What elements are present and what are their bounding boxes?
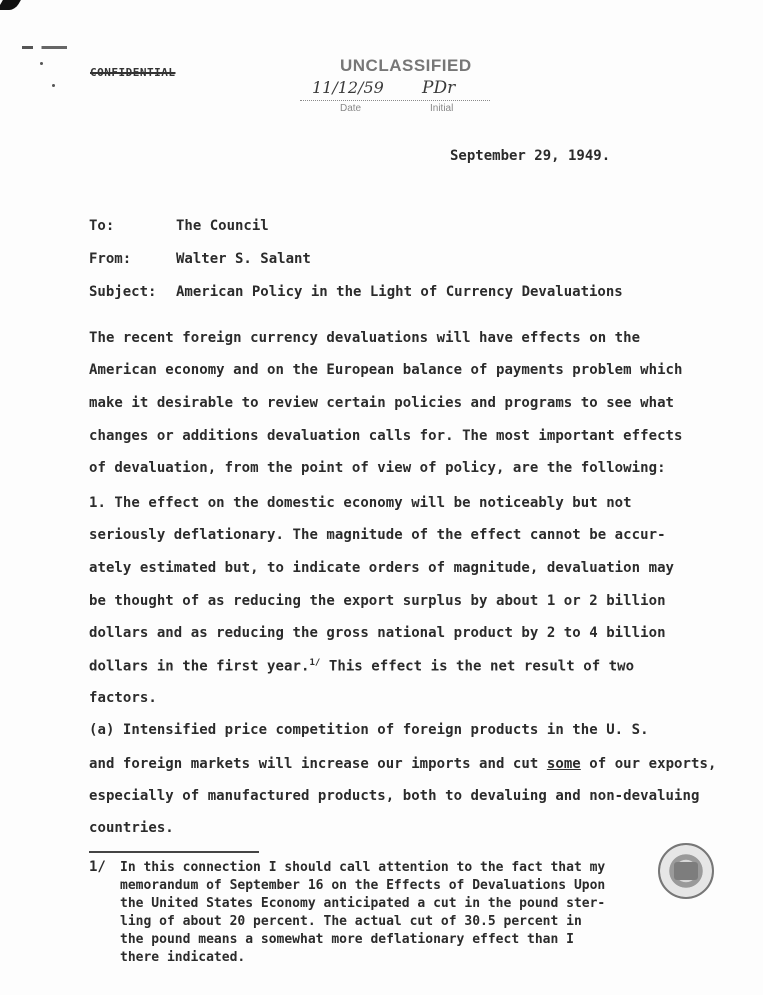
body-line: factors.: [89, 690, 157, 706]
memo-to-label: To:: [89, 218, 115, 234]
body-line: be thought of as reducing the export surplus by about 1 or 2 billion: [89, 593, 666, 609]
stamp-divider: [300, 100, 490, 101]
body-line: especially of manufactured products, both to devaluing and non-devaluing: [89, 788, 700, 804]
stamp-initial-label: Initial: [430, 103, 454, 114]
body-line: ately estimated but, to indicate orders of magnitude, devaluation may: [89, 560, 675, 576]
stamp-title: UNCLASSIFIED: [340, 56, 472, 75]
stamp-initial-handwritten: PDr: [422, 78, 456, 98]
body-text: and foreign markets will increase our imports and cut: [89, 756, 547, 772]
archive-seal-icon: [658, 843, 714, 899]
memo-from-value: Walter S. Salant: [176, 251, 311, 267]
body-line: changes or additions devaluation calls for. The most important effects: [89, 428, 683, 444]
body-line: dollars and as reducing the gross national product by 2 to 4 billion: [89, 625, 666, 641]
body-text: This effect is the net result of two: [320, 658, 635, 675]
body-line: American economy and on the European balance of payments problem which: [89, 362, 683, 378]
body-line: 1. The effect on the domestic economy will be noticeably but not: [89, 495, 632, 511]
scan-artifact: [22, 46, 78, 49]
stamp-date-handwritten: 11/12/59: [312, 78, 384, 97]
memo-subject-row: [89, 284, 623, 300]
memo-to-row: [89, 218, 269, 234]
body-line: The recent foreign currency devaluations will have effects on the: [89, 330, 641, 346]
memo-date: September 29, 1949.: [450, 148, 611, 164]
scan-artifact: [40, 62, 43, 65]
body-line: of devaluation, from the point of view of policy, are the following:: [89, 460, 666, 476]
memo-from-row: [89, 251, 311, 267]
footnote-line: the United States Economy anticipated a cut in the pound ster-: [120, 896, 606, 911]
underlined-word: some: [546, 756, 581, 772]
footnote-number: 1/: [89, 859, 106, 875]
body-line-with-footnote-ref: [89, 658, 634, 675]
scan-artifact: [0, 0, 21, 10]
body-line: make it desirable to review certain policies and programs to see what: [89, 395, 675, 411]
footnote-line: the pound means a somewhat more deflationary effect than I: [120, 932, 574, 947]
footnote-divider: [89, 851, 259, 853]
declassification-stamp: [300, 56, 490, 120]
body-line: seriously deflationary. The magnitude of the effect cannot be accur-: [89, 527, 666, 543]
footnote-line: In this connection I should call attention to the fact that my: [120, 860, 606, 875]
struck-classification-marking: CONFIDENTIAL: [90, 66, 176, 79]
seal-emblem: [674, 862, 698, 880]
body-line: (a) Intensified price competition of foreign products in the U. S.: [89, 722, 649, 738]
footnote-line: memorandum of September 16 on the Effects of Devaluations Upon: [120, 878, 606, 893]
footnote-line: ling of about 20 percent. The actual cut of 30.5 percent in: [120, 914, 582, 929]
memo-to-value: The Council: [176, 218, 269, 234]
memo-from-label: From:: [89, 251, 132, 267]
body-text: dollars in the first year.: [89, 658, 310, 675]
body-line: countries.: [89, 820, 174, 836]
footnote-line: there indicated.: [120, 950, 246, 965]
memo-subject-value: American Policy in the Light of Currency Devaluations: [176, 284, 623, 300]
body-line-with-underline: [89, 756, 716, 772]
stamp-date-label: Date: [340, 103, 362, 114]
scan-artifact: [52, 84, 55, 87]
footnote-reference: 1/: [309, 658, 321, 668]
memo-subject-label: Subject:: [89, 284, 157, 300]
body-text: of our exports,: [580, 756, 717, 772]
